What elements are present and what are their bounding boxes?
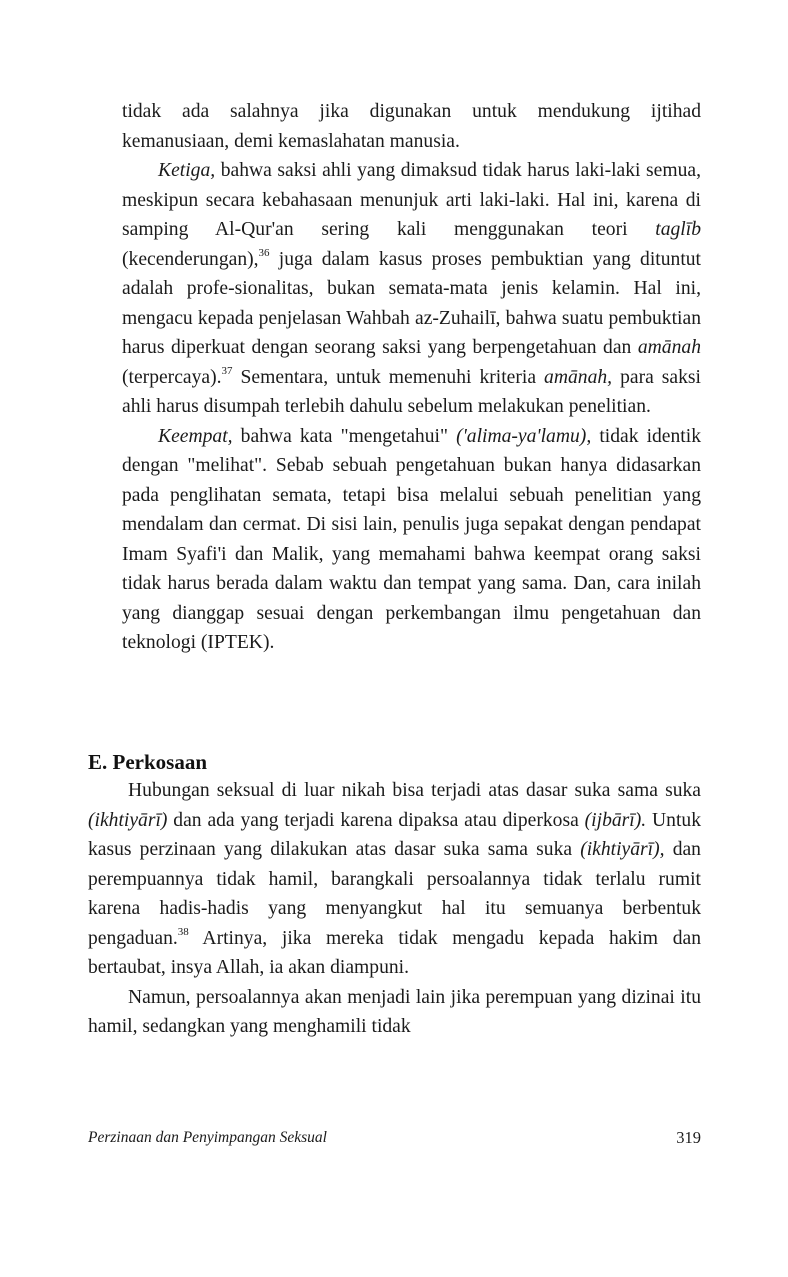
paragraph-namun: Namun, persoalannya akan menjadi lain jika perempuan yang dizinai itu hamil, sedangkan yang menghamili tidak <box>88 986 701 1037</box>
paragraph-continuation: tidak ada salahnya jika digunakan untuk mendukung ijtihad kemanusiaan, demi kemaslahatan manusia. <box>122 101 701 152</box>
body-text-lower <box>88 776 701 1042</box>
page-number: 319 <box>676 1128 701 1147</box>
paragraph-keempat: Keempat, bahwa kata "mengetahui" ('alima-ya'lamu), tidak identik dengan "melihat". Sebab sebuah pengetahuan bukan hanya didasarkan pada penglihatan semata, tetapi bisa melalui sebuah penelitian yang mendalam dan cermat. Di sisi lain, penulis juga sepakat dengan pendapat Imam Syafi'i dan Malik, yang memahami bahwa keempat orang saksi tidak harus berada dalam waktu dan tempat yang sama. Dan, cara inilah yang dianggap sesuai dengan perkembangan ilmu pengetahuan dan teknologi (IPTEK). <box>122 425 701 653</box>
footnote-ref-38[interactable]: 38 <box>177 925 189 938</box>
footnote-ref-36[interactable]: 36 <box>258 246 270 259</box>
running-footer-title: Perzinaan dan Penyimpangan Seksual <box>88 1129 327 1146</box>
page-footer <box>88 1127 701 1149</box>
section-heading: E. Perkosaan <box>88 750 208 774</box>
paragraph-ketiga: Ketiga, bahwa saksi ahli yang dimaksud tidak harus laki-laki semua, meskipun secara kebahasaan menunjuk arti laki-laki. Hal ini, karena di samping Al-Qur'an sering kali menggunakan teori taglīb (kecenderungan),$^{36}$ juga dalam kasus proses pembuktian yang dituntut adalah profe-sionalitas, bukan semata-mata jenis kelamin. Hal ini, mengacu kepada penjelasan Wahbah az-Zuhailī, bahwa suatu pembuktian harus diperkuat dengan seorang saksi yang berpengetahuan dan amānah (terpercaya).$^{37}$ Sementara, untuk memenuhi kriteria amānah, para saksi ahli harus disumpah terlebih dahulu sebelum melakukan penelitian. <box>122 160 701 417</box>
footnote-ref-37[interactable]: 37 <box>221 364 233 377</box>
body-text-upper <box>122 97 701 658</box>
paragraph-perkosaan-intro: Hubungan seksual di luar nikah bisa terjadi atas dasar suka sama suka (ikhtiyārī) dan ada yang terjadi karena dipaksa atau diperkosa (ijbārī). Untuk kasus perzinaan yang dilakukan atas dasar suka sama suka (ikhtiyārī), dan perempuannya tidak hamil, barangkali persoalannya tidak terlalu rumit karena hadis-hadis yang menyangkut hal itu semuanya berbentuk pengaduan.$^{38}$ Artinya, jika mereka tidak mengadu kepada hakim dan bertaubat, insya Allah, ia akan diampuni. <box>88 780 701 978</box>
